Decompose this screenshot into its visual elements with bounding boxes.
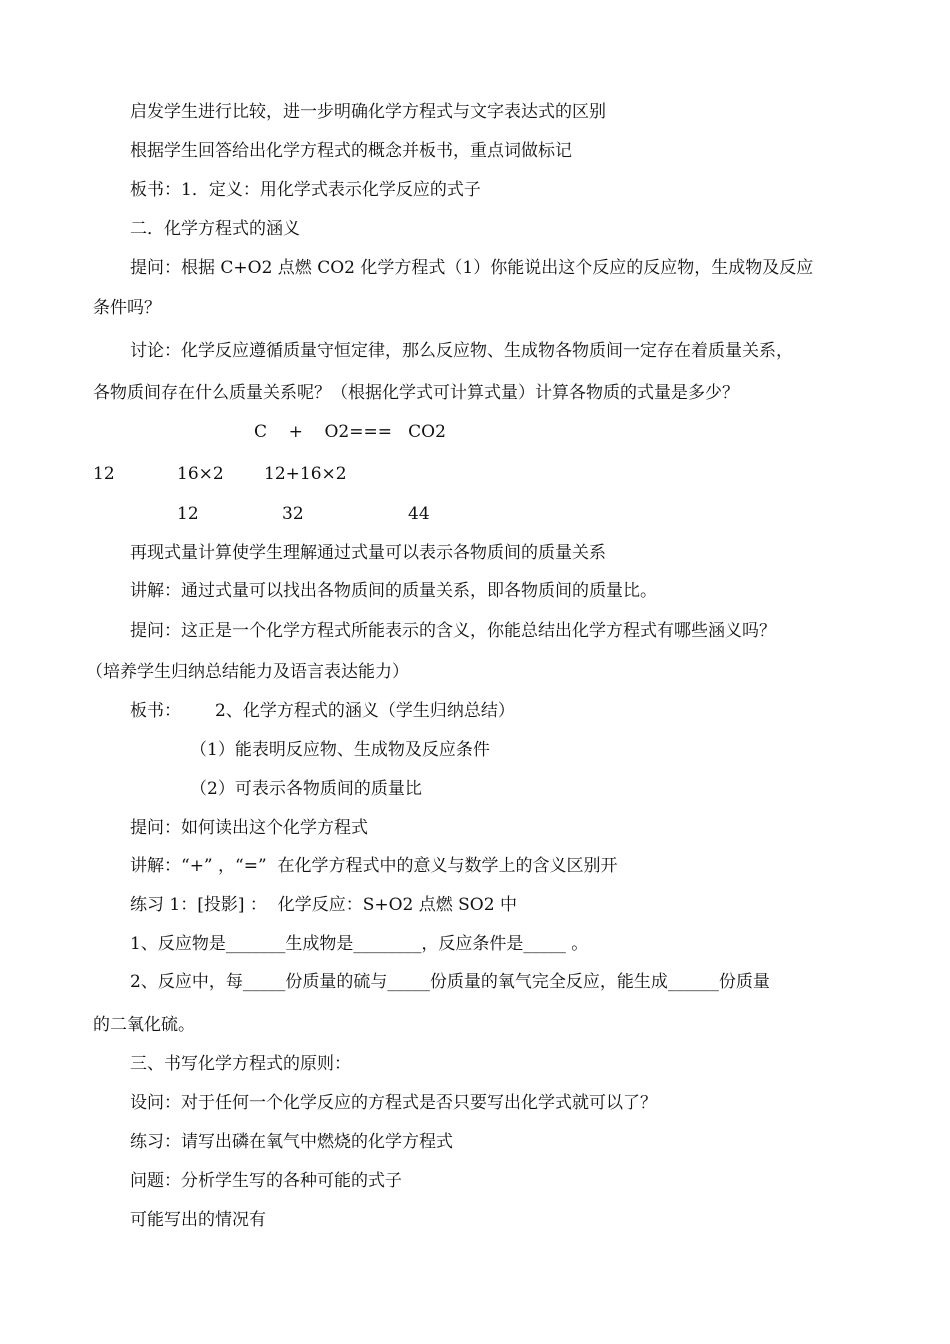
mass-co2-expression: 12+16×2 [264, 464, 347, 484]
board-point-1: （1）能表明反应物、生成物及反应条件 [190, 740, 490, 760]
text-line-1: 启发学生进行比较，进一步明确化学方程式与文字表达式的区别 [130, 102, 606, 122]
mass-c-expression: 12 [93, 464, 115, 484]
exercise-1-question-1: 1、反应物是_______生成物是________，反应条件是_____ 。 [130, 934, 589, 954]
board-heading-2: 2、化学方程式的涵义（学生归纳总结） [215, 701, 515, 721]
mass-co2-value: 44 [408, 504, 430, 524]
text-line-2: 根据学生回答给出化学方程式的概念并板书，重点词做标记 [130, 141, 572, 161]
text-line-5: 提问：根据 C+O2 点燃 CO2 化学方程式（1）你能说出这个反应的反应物，生成物及反应 [130, 258, 814, 278]
text-line-16: 再现式量计算使学生理解通过式量可以表示各物质间的质量关系 [130, 543, 606, 563]
mass-o2-value: 32 [282, 504, 304, 524]
text-line-25: 讲解：“+” ，“=” 在化学方程式中的意义与数学上的含义区别开 [130, 856, 618, 876]
text-line-18: 提问：这正是一个化学方程式所能表示的含义，你能总结出化学方程式有哪些涵义吗？ [130, 621, 776, 641]
mass-c-value: 12 [177, 504, 199, 524]
text-line-34: 可能写出的情况有 [130, 1210, 266, 1230]
mass-o2-expression: 16×2 [177, 464, 224, 484]
text-line-17: 讲解：通过式量可以找出各物质间的质量关系，即各物质间的质量比。 [130, 581, 657, 601]
text-line-7: 讨论：化学反应遵循质量守恒定律，那么反应物、生成物各物质间一定存在着质量关系， [130, 341, 793, 361]
text-line-24: 提问：如何读出这个化学方程式 [130, 818, 368, 838]
exercise-1-question-2: 2、反应中，每_____份质量的硫与_____份质量的氧气完全反应，能生成______份质量 [130, 972, 770, 992]
text-line-6: 条件吗？ [93, 298, 161, 318]
board-label: 板书： [130, 701, 181, 721]
section-heading-2: 二．化学方程式的涵义 [130, 219, 300, 239]
text-line-33: 问题：分析学生写的各种可能的式子 [130, 1171, 402, 1191]
text-line-19: （培养学生归纳总结能力及语言表达能力） [86, 662, 409, 682]
board-point-2: （2）可表示各物质间的质量比 [190, 779, 422, 799]
text-line-3: 板书：1．定义：用化学式表示化学反应的式子 [130, 180, 481, 200]
text-line-31: 设问：对于任何一个化学反应的方程式是否只要写出化学式就可以了？ [130, 1093, 657, 1113]
exercise-1-heading: 练习 1：[投影] ： 化学反应：S+O2 点燃 SO2 中 [130, 895, 517, 915]
section-heading-3: 三、书写化学方程式的原则： [130, 1054, 351, 1074]
text-line-29: 的二氧化硫。 [93, 1015, 195, 1035]
text-line-32: 练习：请写出磷在氧气中燃烧的化学方程式 [130, 1132, 453, 1152]
text-line-8: 各物质间存在什么质量关系呢？（根据化学式可计算式量）计算各物质的式量是多少？ [93, 383, 739, 403]
equation-line: C + O2=== CO2 [254, 422, 446, 442]
